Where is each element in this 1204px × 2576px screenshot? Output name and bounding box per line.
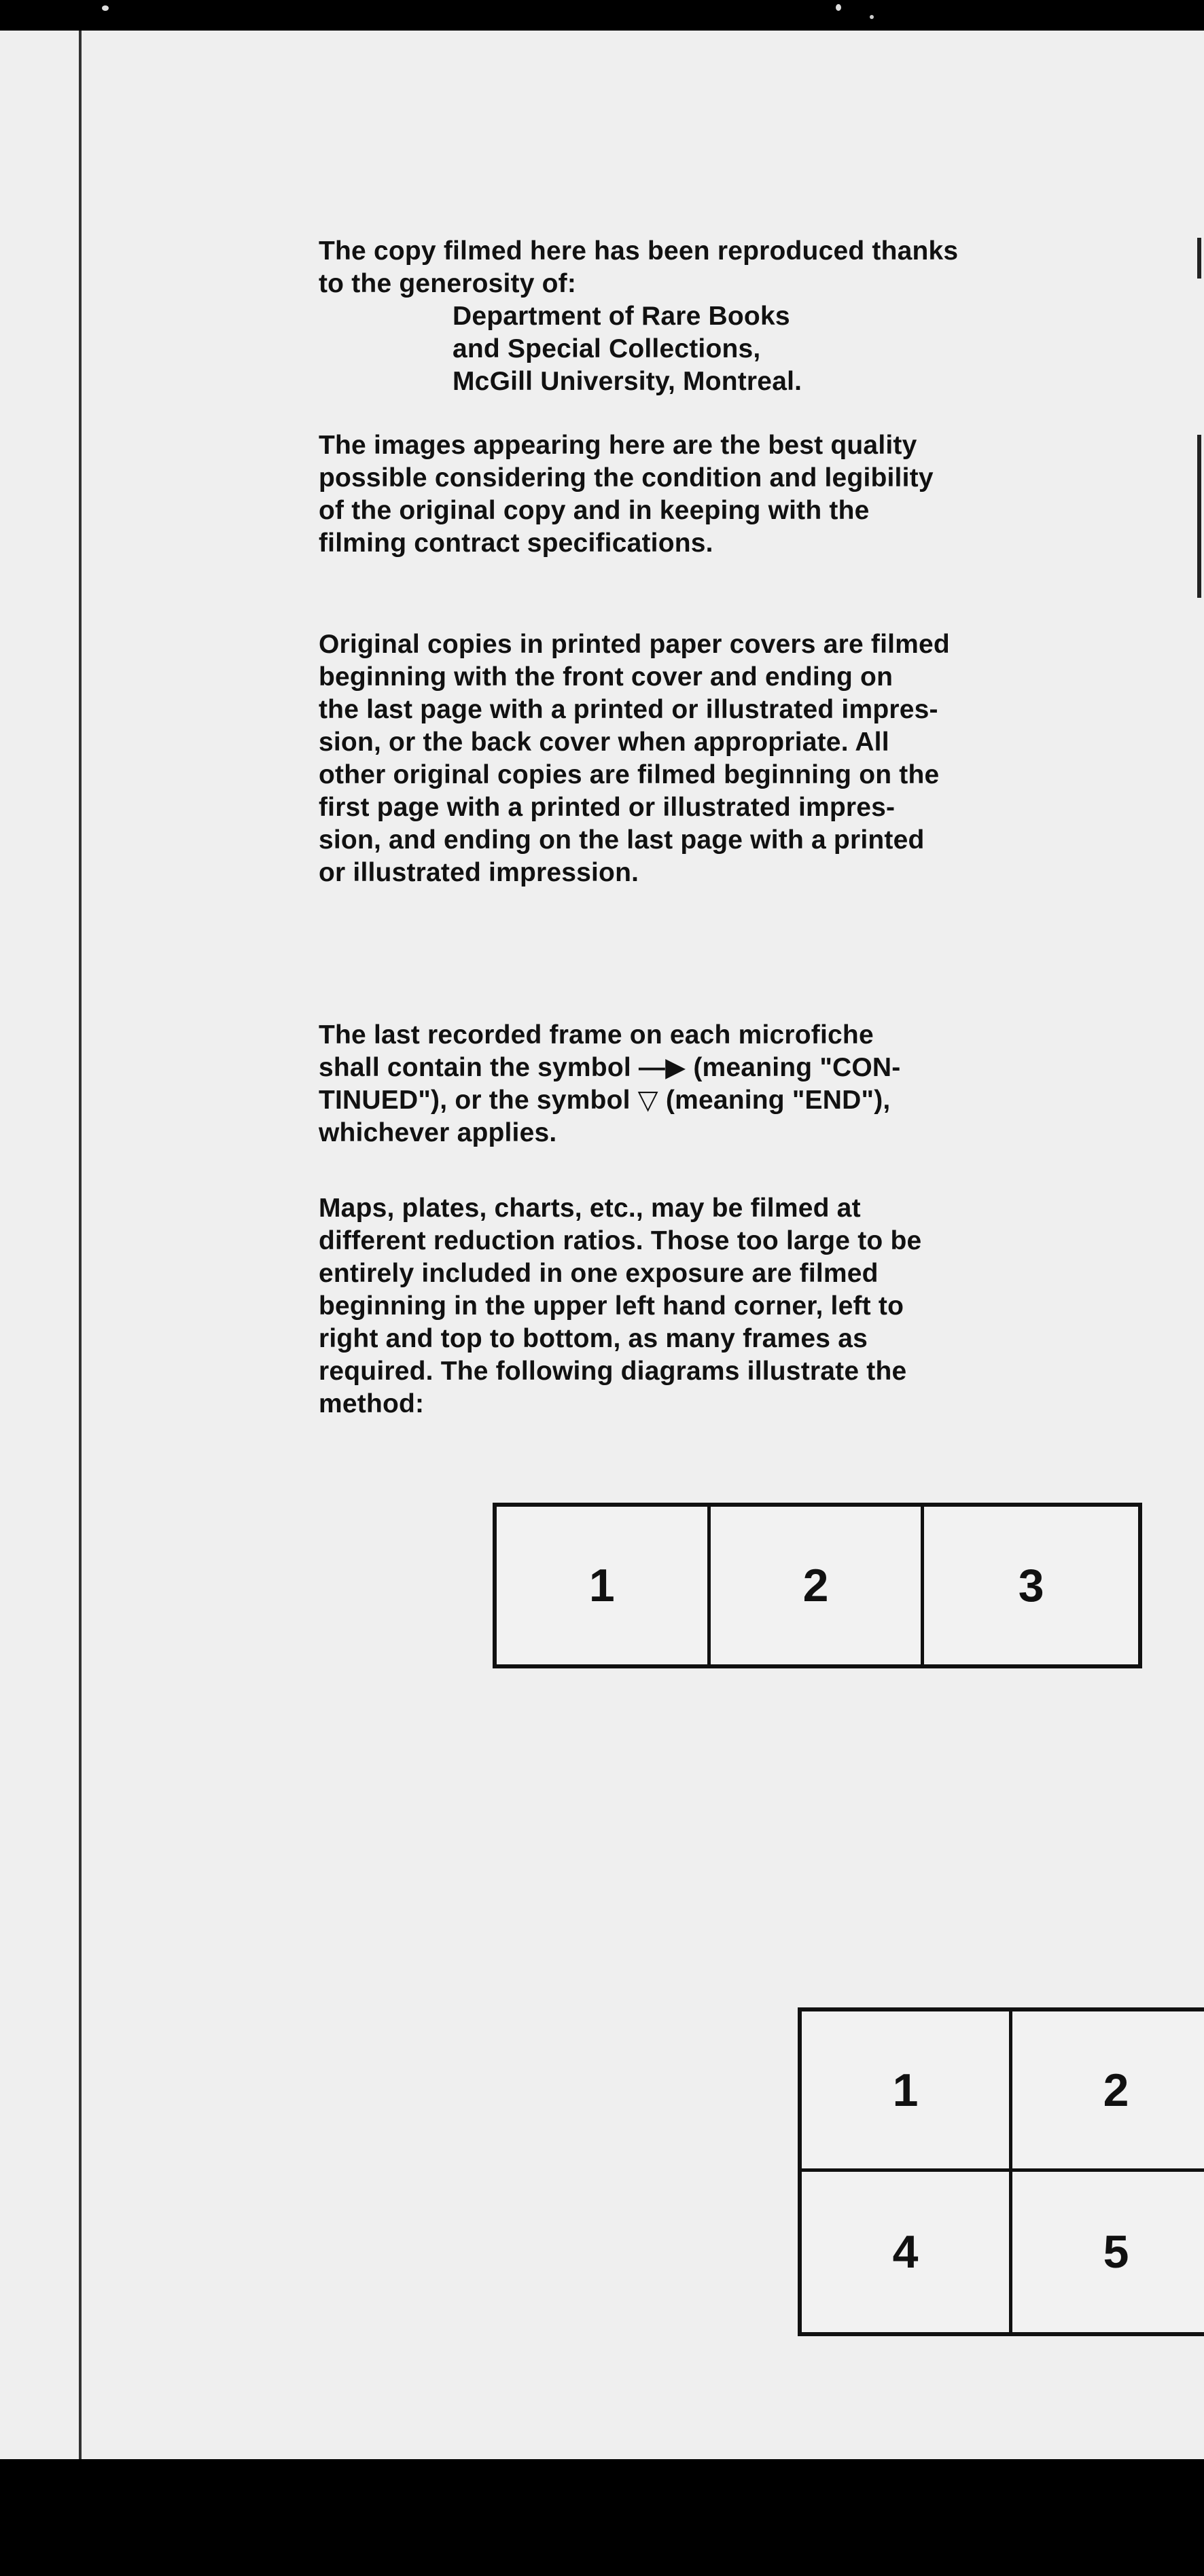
page-margin-line	[79, 31, 82, 2459]
frame-cell: 2	[711, 1507, 925, 1664]
edge-mark	[1197, 238, 1201, 279]
edge-mark	[1197, 435, 1201, 598]
frame-cell: 3	[1018, 1560, 1044, 1611]
frame-cell: 2	[1012, 2011, 1204, 2172]
film-speck	[870, 15, 874, 19]
institution-name: Department of Rare Books and Special Collections, McGill University, Montreal.	[453, 302, 802, 396]
covers-paragraph: Original copies in printed paper covers are filmed beginning with the front cover and ending on the last page with a printed or illustrated impres- sion, or the back cover when appropriate. All other original copies are filmed beginning on the first page with a printed or illustrated impres- sion, and ending on the last page with a printed or illustrated impression.	[319, 630, 950, 887]
maps-paragraph: Maps, plates, charts, etc., may be filmed at different reduction ratios. Those too large to be entirely included in one exposure are filmed beginning in the upper left hand corner, left to right and top to bottom, as many frames as required. The following diagrams illustrate the method:	[319, 1194, 922, 1418]
quality-paragraph: The images appearing here are the best quality possible considering the condition and legibility of the original copy and in keeping with the filming contract specifications.	[319, 431, 934, 558]
film-speck	[836, 4, 841, 11]
frame-cell: 1	[802, 2011, 1012, 2172]
frame-cell: 1	[497, 1507, 711, 1664]
symbols-paragraph: The last recorded frame on each microfiche shall contain the symbol —▶ (meaning "CON- TINUED"), or the symbol ▽ (meaning "END"), whichever applies.	[319, 1020, 901, 1147]
frame-cell: 4	[802, 2172, 1012, 2332]
frame-grid-diagram	[798, 2007, 1204, 2336]
credit-text: The copy filmed here has been reproduced thanks to the generosity of:	[319, 236, 959, 298]
film-speck	[102, 5, 109, 11]
frame-cell: 5	[1012, 2172, 1204, 2332]
frame-row-diagram	[493, 1503, 1142, 1668]
